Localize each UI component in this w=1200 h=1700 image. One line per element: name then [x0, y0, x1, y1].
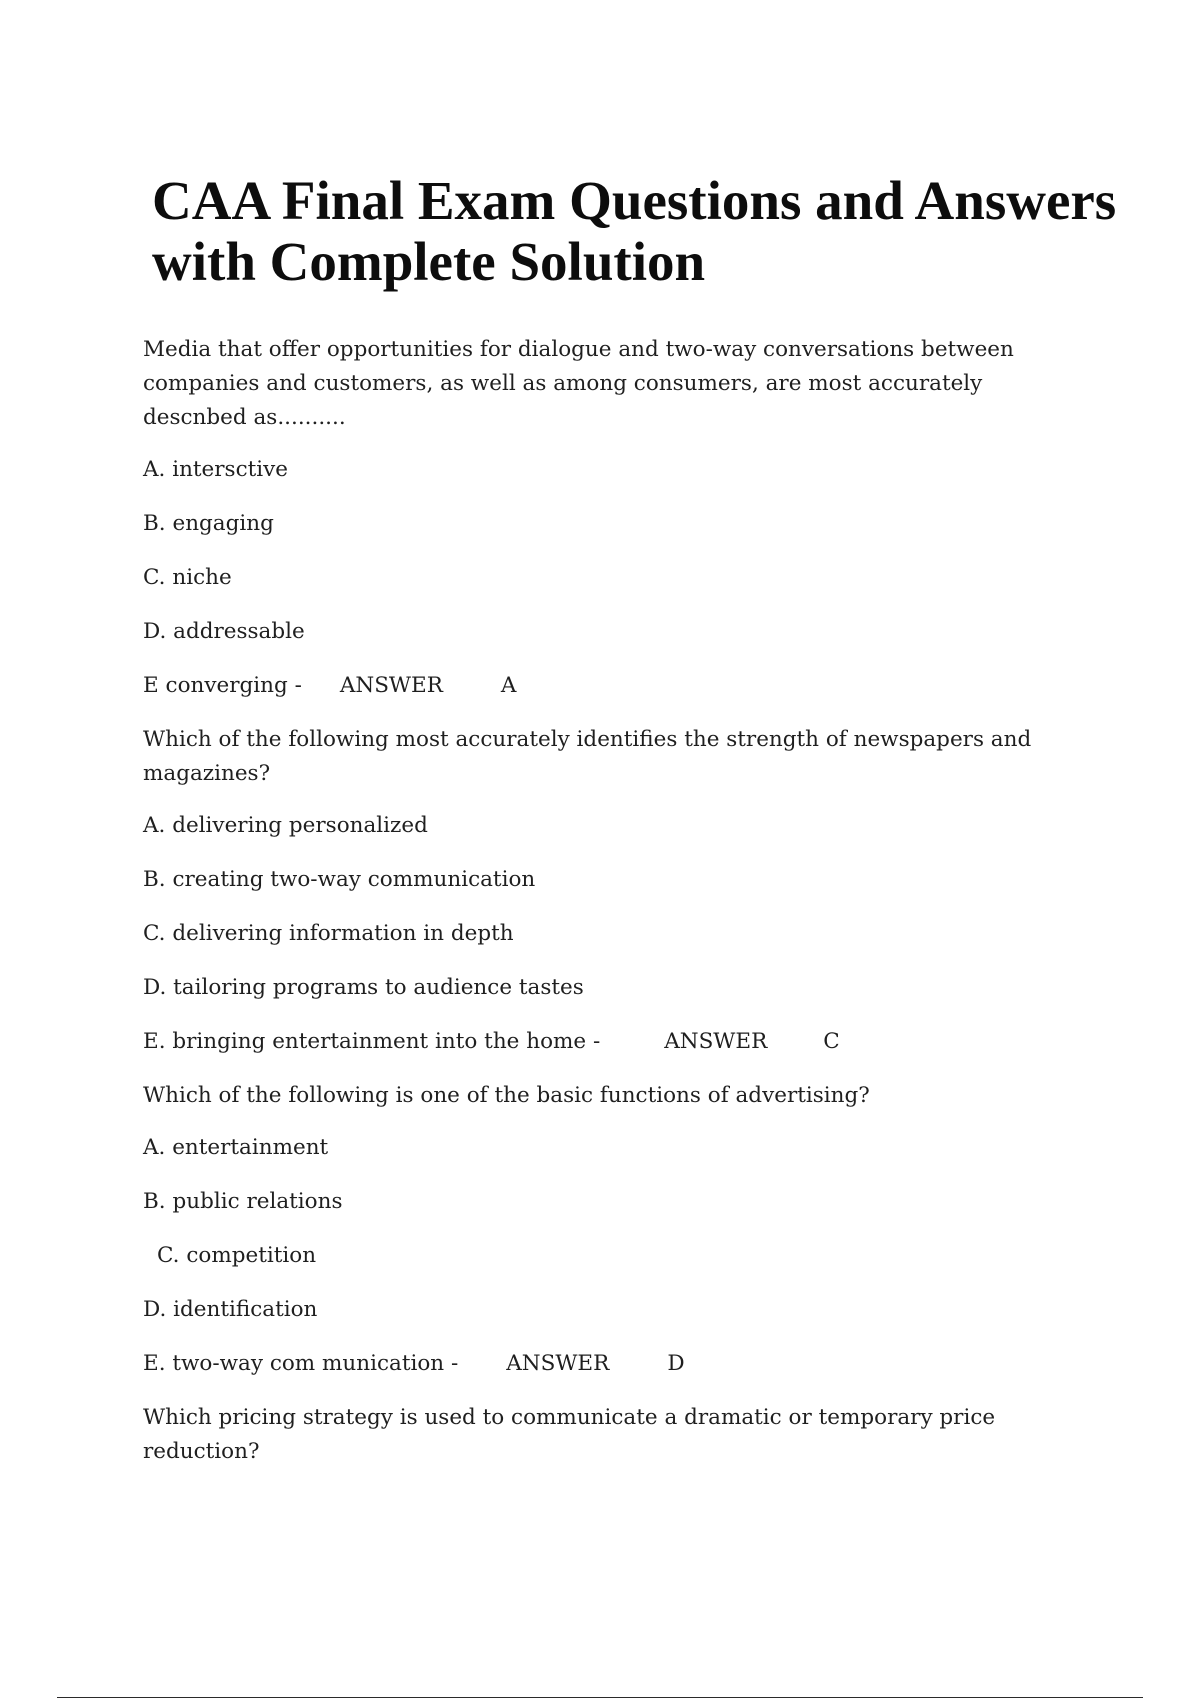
answer-option: E converging - — [143, 673, 302, 698]
answer-label: ANSWER — [339, 673, 443, 698]
answer-line — [143, 1025, 1043, 1059]
question-text: Which pricing strategy is used to communicate a dramatic or temporary price reduction? — [143, 1405, 996, 1464]
question-text: Which of the following is one of the basic functions of advertising? — [143, 1083, 870, 1108]
document-body — [143, 333, 1043, 1487]
answer-value: C — [823, 1029, 840, 1054]
answer-option: B. engaging — [143, 511, 274, 536]
answer-option: C. competition — [157, 1243, 317, 1268]
answer-option: C. niche — [143, 565, 232, 590]
answer-option: E. two-way com munication - — [143, 1351, 459, 1376]
question-text: Media that offer opportunities for dialogue and two-way conversations between companies and customers, as well as among consumers, are most accurately descnbed as.......... — [143, 337, 1014, 430]
answer-label: ANSWER — [506, 1351, 610, 1376]
answer-label: ANSWER — [664, 1029, 768, 1054]
answer-option: D. addressable — [143, 619, 305, 644]
question-text: Which of the following most accurately identifies the strength of newspapers and magazines? — [143, 727, 1032, 786]
answer-value: A — [500, 673, 517, 698]
answer-option: B. public relations — [143, 1189, 343, 1214]
answer-option: A. entertainment — [143, 1135, 329, 1160]
answer-option: B. creating two-way communication — [143, 867, 536, 892]
answer-value: D — [667, 1351, 685, 1376]
answer-option: A. intersctive — [143, 457, 289, 482]
answer-line — [143, 1347, 1043, 1381]
answer-option: D. identification — [143, 1297, 318, 1322]
page-title: CAA Final Exam Questions and Answers with Complete Solution — [152, 170, 1117, 292]
answer-option: E. bringing entertainment into the home - — [143, 1029, 601, 1054]
answer-line — [143, 669, 1043, 703]
answer-option: D. tailoring programs to audience tastes — [143, 975, 584, 1000]
answer-option: C. delivering information in depth — [143, 921, 514, 946]
footer-divider — [57, 1697, 1143, 1698]
answer-option: A. delivering personalized — [143, 813, 428, 838]
